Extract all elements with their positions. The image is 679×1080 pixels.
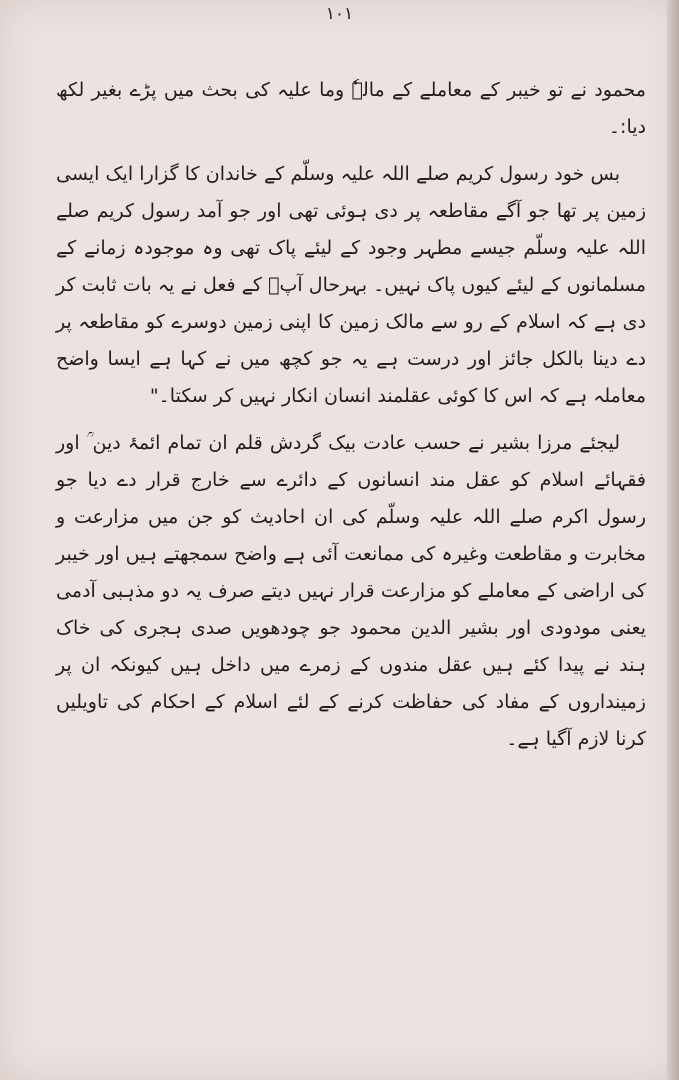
paragraph-1: محمود نے تو خیبر کے معاملے کے مالہٗ وما علیہ کی بحث میں پڑے بغیر لکھ دیا:۔ [56, 79, 646, 138]
page-text-body [56, 72, 646, 768]
paragraph-2: بس خود رسول کریم صلے اللہ علیہ وسلّم کے خاندان کا گزارا ایک ایسی زمین پر تھا جو آگے مقاطعہ پر دی ہوئی تھی اور جو آمد رسول کریم صلے اللہ علیہ وسلّم جیسے مطہر وجود کے لیئے پاک تھی وہ موجودہ زمانے کے مسلمانوں کے لیئے کیوں پاک نہیں۔ بہرحال آپؐ کے فعل نے یہ بات ثابت کر دی ہے کہ اسلام کے رو سے مالک زمین کا اپنی زمین دوسرے کو مقاطعہ پر دے دینا بالکل جائز اور درست ہے یہ جو کچھ میں نے کہا ہے ایسا واضح معاملہ ہے کہ اس کا کوئی عقلمند انسان انکار نہیں کر سکتا۔" [56, 163, 646, 407]
page-number: ۱۰۱ [325, 4, 354, 24]
page-edge [667, 0, 679, 1080]
paragraph-3: لیجئے مرزا بشیر نے حسب عادت بیک گردش قلم ان تمام ائمۂ دین ؒ اور فقہائے اسلام کو عقل مند انسانوں کے دائرے سے خارج قرار دے دیا جو رسول اکرم صلے اللہ علیہ وسلّم کی ان احادیث کو جن میں مزارعت و مخابرت و مقاطعت وغیرہ کی ممانعت آئی ہے واضح سمجھتے ہیں اور خیبر کی اراضی کے معاملے کو مزارعت قرار نہیں دیتے صرف یہ دو مذہبی آدمی یعنی مودودی اور بشیر الدین محمود جو چودھویں صدی ہجری کی خاک ہند نے پیدا کئے ہیں عقل مندوں کے زمرے میں داخل ہیں کیونکہ ان پر زمینداروں کے مفاد کی حفاظت کرنے کے لئے اسلام کے احکام کی تاویلیں کرنا لازم آگیا ہے۔ [56, 432, 646, 750]
